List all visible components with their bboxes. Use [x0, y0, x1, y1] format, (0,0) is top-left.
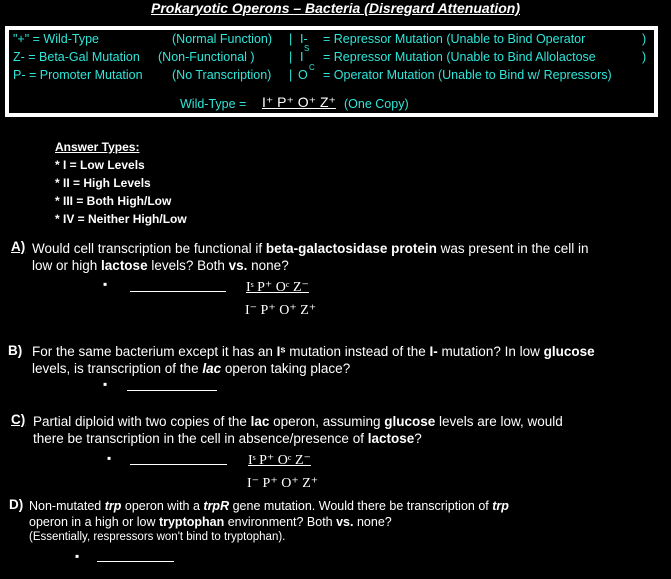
question-d-note: (Essentially, respressors won't bind to tryptophan).	[29, 531, 286, 543]
question-a-bullet: ▪	[103, 277, 108, 291]
legend-row-2-desc: (Non-Functional )	[158, 50, 255, 64]
question-a-answer-blank[interactable]	[130, 291, 226, 292]
legend-row-1-desc: (Normal Function)	[172, 32, 273, 46]
legend-row-3-symbol-sup: C	[309, 63, 315, 72]
answer-type-item: * IV = Neither High/Low	[55, 212, 187, 226]
question-b-bullet: ▪	[103, 377, 108, 391]
question-b-answer-blank[interactable]	[127, 390, 217, 391]
answer-type-item: * I = Low Levels	[55, 158, 145, 172]
question-a-letter: A)	[11, 239, 26, 254]
legend-row-2-sep: |	[289, 50, 293, 64]
legend-row-1-end: )	[642, 32, 647, 46]
legend-row-3-symbol: O	[298, 68, 308, 82]
question-b-text: For the same bacterium except it has an Iˢ mutation instead of the I- mutation? In low glucose levels, is transcription of the lac operon taking place?	[32, 344, 595, 376]
legend-row-2-code: Z- = Beta-Gal Mutation	[13, 50, 140, 64]
legend-row-2-symbol: I	[300, 50, 304, 64]
legend-row-3-meaning: = Operator Mutation (Unable to Bind w/ Repressors)	[323, 68, 612, 82]
question-d-letter: D)	[9, 497, 24, 512]
question-d-answer-blank[interactable]	[97, 561, 174, 562]
legend-row-2-symbol-sup: S	[304, 44, 310, 53]
wildtype-label: Wild-Type =	[180, 97, 247, 111]
wildtype-genotype: I⁺ P⁺ O⁺ Z⁺	[262, 94, 336, 110]
answer-type-item: * II = High Levels	[55, 176, 151, 190]
question-d-bullet: ▪	[75, 549, 80, 563]
answer-type-item: * III = Both High/Low	[55, 194, 172, 208]
question-b-letter: B)	[8, 343, 23, 358]
legend-row-1-code: "+" = Wild-Type	[13, 32, 99, 46]
page-title: Prokaryotic Operons – Bacteria (Disregard Attenuation)	[150, 0, 521, 16]
legend-row-2-meaning: = Repressor Mutation (Unable to Bind Allolactose	[323, 50, 596, 64]
legend-row-1-sep: |	[289, 32, 293, 46]
wildtype-note: (One Copy)	[344, 97, 409, 111]
question-a-genotype-top: Iˢ P⁺ Oᶜ Z⁻	[246, 280, 309, 295]
question-a-text: Would cell transcription be functional if beta-galactosidase protein was present in the cell in low or high lactose levels? Both vs. none?	[32, 241, 589, 273]
question-c-genotype-bottom: I⁻ P⁺ O⁺ Z⁺	[247, 476, 319, 491]
legend-row-1-meaning: = Repressor Mutation (Unable to Bind Operator	[323, 32, 586, 46]
question-d-text: Non-mutated trp operon with a trpR gene mutation. Would there be transcription of trp operon in a high or low tryptophan environment? Both vs. none?	[29, 499, 509, 529]
answer-types	[55, 138, 187, 228]
answer-types-header: Answer Types:	[55, 140, 140, 154]
question-c-text: Partial diploid with two copies of the lac operon, assuming glucose levels are low, would there be transcription in the cell in absence/presence of lactose?	[33, 414, 563, 446]
legend-row-3-code: P- = Promoter Mutation	[13, 68, 143, 82]
question-c-bullet: ▪	[107, 451, 112, 465]
legend-row-2-end: )	[642, 50, 647, 64]
question-c-genotype-top: Iˢ P⁺ Oᶜ Z⁻	[248, 453, 311, 468]
question-c-answer-blank[interactable]	[130, 464, 227, 465]
legend-row-3-desc: (No Transcription)	[172, 68, 272, 82]
legend-row-1-symbol: I-	[300, 32, 308, 46]
legend-row-3-sep: |	[289, 68, 293, 82]
question-a-genotype-bottom: I⁻ P⁺ O⁺ Z⁺	[245, 303, 317, 318]
question-c-letter: C)	[11, 412, 26, 427]
